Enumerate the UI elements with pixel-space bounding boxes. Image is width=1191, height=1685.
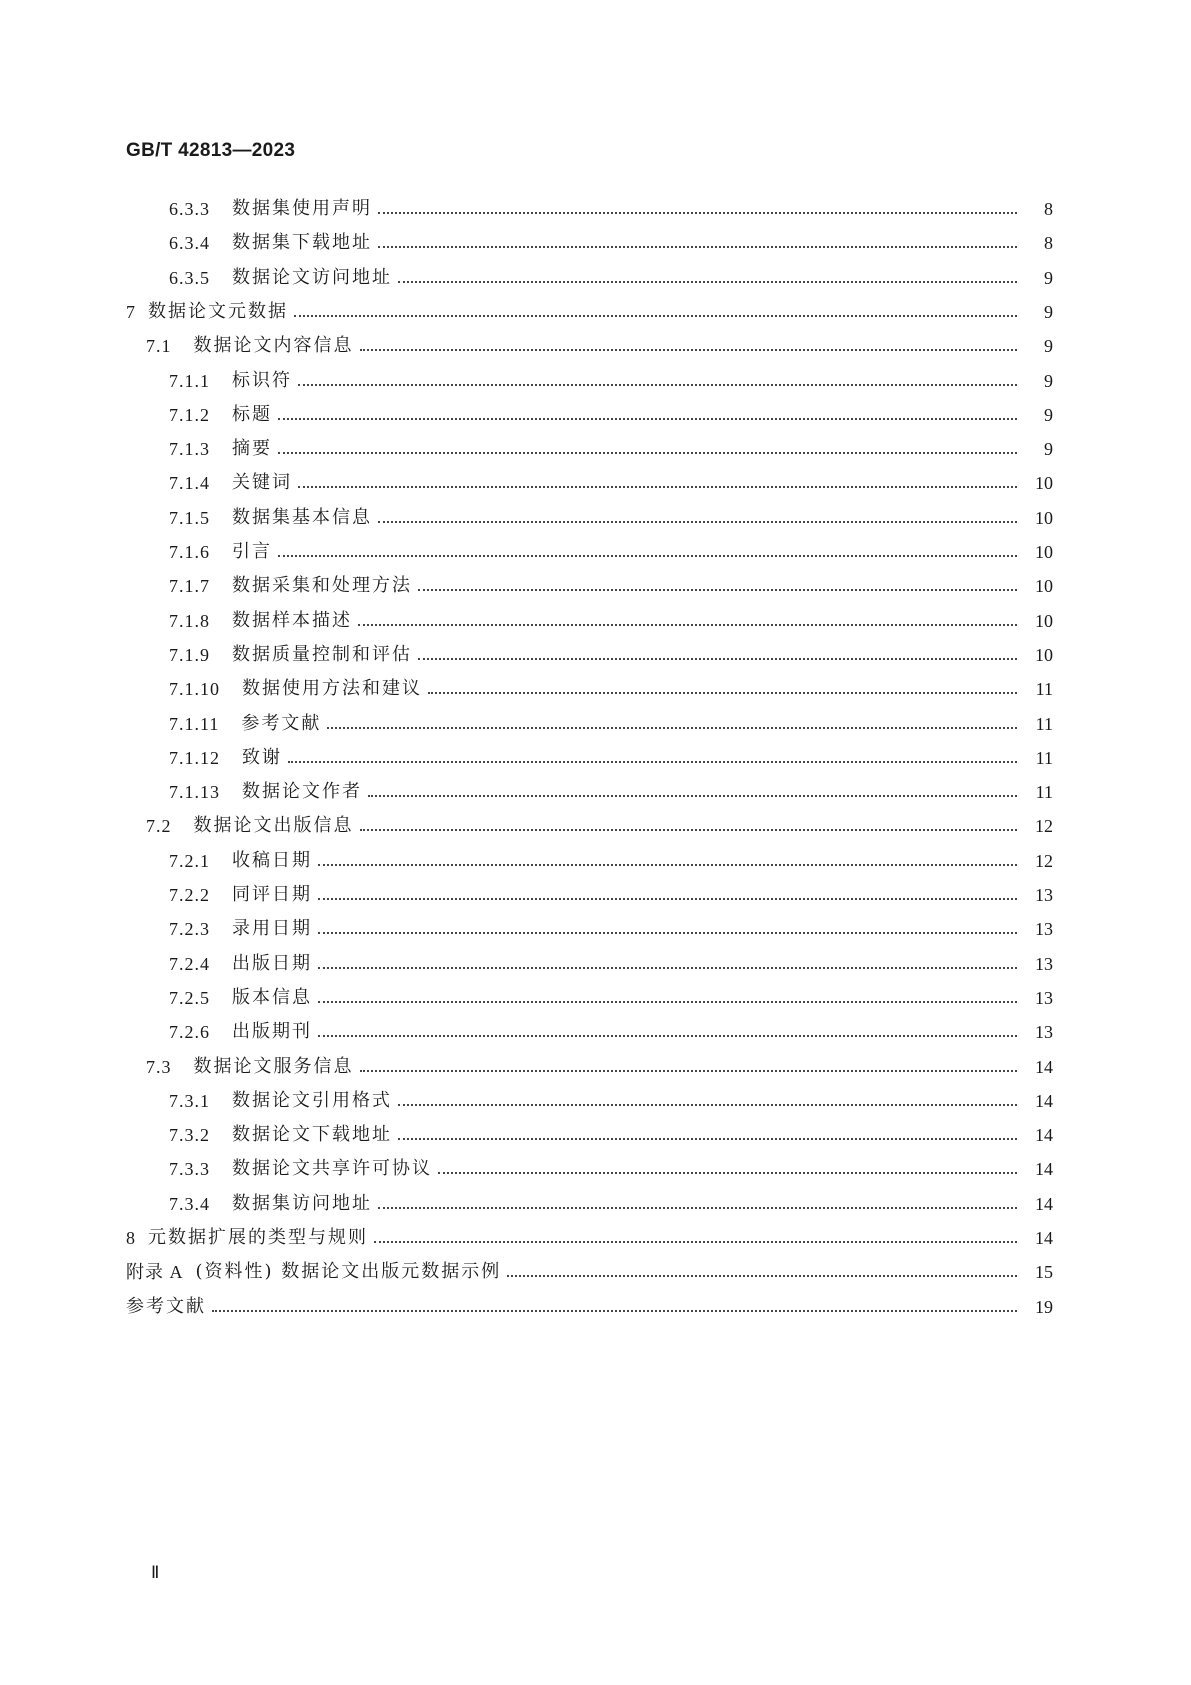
toc-dot-leader <box>398 1104 1017 1106</box>
toc-entry[interactable] <box>0 1122 1191 1148</box>
toc-entry-number: 7.3.3 <box>169 1159 210 1180</box>
toc-entry-number: 7.1.7 <box>169 576 210 597</box>
toc-entry-title: 数据论文共享许可协议 <box>232 1158 432 1180</box>
toc-entry-number: 7.2.5 <box>169 987 210 1008</box>
toc-dot-leader <box>318 1001 1017 1003</box>
toc-dot-leader <box>398 1138 1017 1140</box>
toc-dot-leader <box>358 624 1017 626</box>
toc-entry-number: 8 <box>126 1228 136 1248</box>
toc-entry-number: 7.1 <box>146 336 172 357</box>
toc-entry-title: 数据集访问地址 <box>232 1192 372 1214</box>
toc-dot-leader <box>428 692 1017 694</box>
toc-dot-leader <box>298 384 1017 386</box>
toc-entry-page: 9 <box>1044 404 1053 425</box>
toc-entry[interactable] <box>0 196 1191 222</box>
toc-entry-number: 6.3.3 <box>169 199 210 219</box>
toc-entry[interactable] <box>0 573 1191 599</box>
toc-entry-title: 数据使用方法和建议 <box>242 678 422 700</box>
toc-entry[interactable] <box>0 333 1191 359</box>
toc-entry-page: 11 <box>1035 782 1053 803</box>
toc-entry-number: 7.3 <box>146 1056 172 1077</box>
toc-entry-page: 13 <box>1035 885 1053 905</box>
toc-entry-title: 数据论文元数据 <box>148 300 288 322</box>
toc-entry-title: 出版期刊 <box>232 1021 312 1043</box>
toc-dot-leader <box>318 864 1017 866</box>
toc-entry[interactable] <box>0 368 1191 394</box>
toc-entry[interactable] <box>0 951 1191 977</box>
toc-entry-number: 7.2 <box>146 816 172 837</box>
toc-entry-number: 7.1.13 <box>169 782 220 803</box>
toc-dot-leader <box>378 212 1017 214</box>
toc-entry-page: 13 <box>1035 987 1053 1008</box>
toc-entry[interactable] <box>0 985 1191 1011</box>
toc-entry-number: 7.1.9 <box>169 644 210 665</box>
toc-entry[interactable] <box>0 470 1191 496</box>
toc-dot-leader <box>288 761 1017 763</box>
toc-entry-number: 7.2.6 <box>169 1022 210 1043</box>
toc-dot-leader <box>318 932 1017 934</box>
toc-entry-page: 13 <box>1035 919 1053 940</box>
toc-entry[interactable] <box>0 1259 1191 1285</box>
toc-entry-page: 14 <box>1035 1125 1053 1146</box>
toc-entry-page: 11 <box>1035 713 1053 734</box>
toc-entry-number: 7.1.10 <box>169 679 220 700</box>
toc-dot-leader <box>378 1207 1017 1209</box>
toc-entry-page: 19 <box>1035 1296 1053 1317</box>
toc-entry[interactable] <box>0 676 1191 702</box>
toc-dot-leader <box>278 418 1017 420</box>
toc-entry[interactable] <box>0 813 1191 839</box>
toc-dot-leader <box>212 1310 1017 1312</box>
toc-entry[interactable] <box>0 1054 1191 1080</box>
toc-entry-page: 14 <box>1035 1056 1053 1077</box>
toc-entry-title: 数据论文内容信息 <box>193 335 354 357</box>
toc-entry-title: 同评日期 <box>232 884 312 905</box>
toc-entry[interactable] <box>0 230 1191 256</box>
toc-entry-page: 9 <box>1044 370 1053 391</box>
toc-entry-title: 数据论文访问地址 <box>232 266 392 288</box>
toc-entry[interactable] <box>0 608 1191 634</box>
toc-dot-leader <box>378 521 1017 523</box>
toc-dot-leader <box>360 349 1018 351</box>
toc-entry-number: 7.3.4 <box>169 1193 210 1214</box>
toc-entry-page: 13 <box>1035 1022 1053 1043</box>
toc-dot-leader <box>360 1070 1018 1072</box>
toc-entry-number: 7.1.3 <box>169 439 210 460</box>
toc-dot-leader <box>278 555 1017 557</box>
toc-dot-leader <box>418 589 1017 591</box>
toc-entry-page: 8 <box>1044 233 1053 254</box>
toc-entry-page: 13 <box>1035 953 1053 974</box>
toc-entry-page: 10 <box>1035 473 1053 494</box>
toc-entry-number: 7.1.11 <box>169 713 220 734</box>
toc-dot-leader <box>368 795 1017 797</box>
toc-entry-page: 14 <box>1035 1228 1053 1248</box>
toc-entry-number: 7.3.1 <box>169 1090 210 1111</box>
toc-entry-page: 15 <box>1035 1262 1053 1283</box>
toc-entry-title: 出版日期 <box>232 952 312 974</box>
toc-entry-title: 关键词 <box>232 472 292 494</box>
toc-dot-leader <box>378 246 1017 248</box>
toc-entry[interactable] <box>0 1019 1191 1045</box>
toc-entry[interactable] <box>0 1191 1191 1217</box>
toc-entry-page: 14 <box>1035 1159 1053 1180</box>
toc-entry-title: 数据质量控制和评估 <box>232 643 412 665</box>
toc-entry[interactable] <box>0 1294 1191 1320</box>
toc-entry-page: 12 <box>1035 850 1053 871</box>
toc-entry-title: 录用日期 <box>232 918 312 940</box>
toc-entry-page: 10 <box>1035 542 1053 562</box>
toc-entry-number: 7.1.4 <box>169 473 210 494</box>
toc-entry-number: 7 <box>126 301 136 322</box>
toc-entry-page: 9 <box>1044 267 1053 288</box>
toc-entry-page: 9 <box>1044 336 1053 357</box>
toc-entry-page: 9 <box>1044 439 1053 460</box>
toc-entry[interactable] <box>0 1225 1191 1251</box>
toc-entry-title: 参考文献 <box>126 1295 206 1317</box>
toc-entry-page: 10 <box>1035 610 1053 631</box>
toc-dot-leader <box>318 967 1017 969</box>
toc-entry[interactable] <box>0 1088 1191 1114</box>
toc-entry-number: 6.3.5 <box>169 267 210 288</box>
toc-entry-title: 数据论文作者 <box>242 781 362 803</box>
toc-entry-number: 6.3.4 <box>169 233 210 254</box>
toc-entry-page: 14 <box>1035 1090 1053 1111</box>
toc-entry[interactable] <box>0 848 1191 874</box>
toc-entry[interactable] <box>0 711 1191 737</box>
toc-entry-page: 11 <box>1035 679 1053 700</box>
toc-dot-leader <box>318 1035 1017 1037</box>
toc-entry-number: 7.1.12 <box>169 747 220 768</box>
toc-entry-title: 数据论文出版信息 <box>193 815 354 837</box>
toc-entry-title: 数据集基本信息 <box>232 506 372 528</box>
toc-entry-title: 元数据扩展的类型与规则 <box>148 1227 368 1248</box>
toc-entry-number: 7.2.2 <box>169 885 210 905</box>
toc-entry[interactable] <box>0 402 1191 428</box>
toc-entry-number: 7.2.4 <box>169 953 210 974</box>
toc-entry[interactable] <box>0 539 1191 565</box>
toc-entry-title: 数据论文引用格式 <box>232 1089 392 1111</box>
toc-entry-title: 参考文献 <box>241 712 322 734</box>
toc-dot-leader <box>374 1241 1017 1243</box>
toc-entry-number: 附录 A <box>126 1262 184 1283</box>
toc-entry-title: 数据论文下载地址 <box>232 1124 392 1146</box>
toc-dot-leader <box>298 486 1017 488</box>
toc-entry-page: 11 <box>1035 747 1053 768</box>
toc-dot-leader <box>294 315 1017 317</box>
toc-entry[interactable] <box>0 916 1191 942</box>
toc-entry-number: 7.2.1 <box>169 850 210 871</box>
toc-entry-title: 收稿日期 <box>232 849 312 871</box>
toc-entry-title: 数据样本描述 <box>232 609 352 631</box>
toc-dot-leader <box>360 829 1018 831</box>
toc-dot-leader <box>327 727 1017 729</box>
toc-entry-title: 数据集下载地址 <box>232 232 372 254</box>
toc-dot-leader <box>398 281 1017 283</box>
toc-entry-number: 7.1.5 <box>169 507 210 528</box>
toc-entry-page: 12 <box>1035 816 1053 837</box>
toc-entry-title: 数据采集和处理方法 <box>232 575 412 597</box>
toc-entry-title: 标题 <box>232 403 272 425</box>
document-code-header: GB/T 42813—2023 <box>126 140 296 161</box>
toc-entry-title: 标识符 <box>232 369 292 391</box>
toc-entry[interactable] <box>0 265 1191 291</box>
toc-entry-number: 7.1.8 <box>169 610 210 631</box>
toc-entry[interactable] <box>0 505 1191 531</box>
toc-entry-number: 7.1.6 <box>169 542 210 562</box>
toc-entry[interactable] <box>0 745 1191 771</box>
toc-entry-page: 8 <box>1044 199 1053 219</box>
toc-entry-page: 10 <box>1035 644 1053 665</box>
toc-dot-leader <box>438 1172 1017 1174</box>
toc-entry-title: 数据论文服务信息 <box>193 1055 354 1077</box>
toc-entry-title: 致谢 <box>242 746 282 768</box>
toc-entry-number: 7.2.3 <box>169 919 210 940</box>
toc-entry-title: 引言 <box>232 541 272 562</box>
toc-dot-leader <box>507 1275 1017 1277</box>
toc-dot-leader <box>418 658 1017 660</box>
toc-entry-page: 10 <box>1035 507 1053 528</box>
toc-dot-leader <box>318 898 1017 900</box>
toc-entry-number: 7.1.2 <box>169 404 210 425</box>
toc-entry[interactable] <box>0 1156 1191 1182</box>
toc-entry-number: 7.1.1 <box>169 370 210 391</box>
toc-entry-title: 版本信息 <box>232 986 312 1008</box>
toc-entry[interactable] <box>0 882 1191 908</box>
toc-entry-title: 数据集使用声明 <box>232 198 372 219</box>
toc-entry-title: (资料性) 数据论文出版元数据示例 <box>195 1261 502 1283</box>
toc-entry[interactable] <box>0 436 1191 462</box>
toc-entry[interactable] <box>0 642 1191 668</box>
toc-entry-title: 摘要 <box>232 438 272 460</box>
toc-entry[interactable] <box>0 779 1191 805</box>
toc-entry-page: 10 <box>1035 576 1053 597</box>
toc-entry-number: 7.3.2 <box>169 1125 210 1146</box>
toc-entry-page: 9 <box>1044 301 1053 322</box>
toc-entry-page: 14 <box>1035 1193 1053 1214</box>
toc-dot-leader <box>278 452 1017 454</box>
page-folio: Ⅱ <box>151 1563 160 1582</box>
toc-entry[interactable] <box>0 299 1191 325</box>
